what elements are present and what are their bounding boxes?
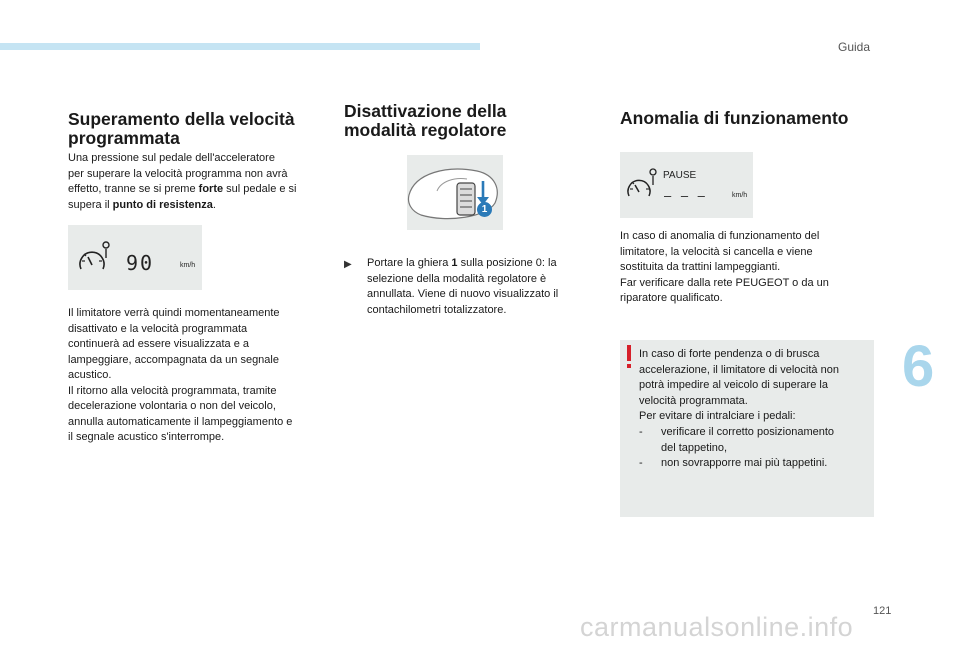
speed-unit: km/h xyxy=(732,192,748,199)
col3-body xyxy=(620,229,829,307)
col1-body-line: Il ritorno alla velocità programmata, tramite xyxy=(68,384,277,397)
col1-intro-line: per superare la velocità programma non avrà xyxy=(68,167,288,180)
warning-line: accelerazione, il limitatore di velocità non xyxy=(639,363,839,376)
col3-body-line: riparatore qualificato. xyxy=(620,292,723,304)
chapter-number: 6 xyxy=(902,334,935,399)
speed-limiter-icon xyxy=(620,152,753,218)
col3-body-line: In caso di anomalia di funzionamento del xyxy=(620,230,820,242)
pause-label: PAUSE xyxy=(663,170,697,181)
col1-body-line: il segnale acustico s'interrompe. xyxy=(68,431,225,443)
page-number: 121 xyxy=(873,605,892,617)
warning-text xyxy=(639,347,839,425)
list-line: verificare il corretto posizionamento xyxy=(661,426,835,438)
col2-instruction xyxy=(367,256,558,318)
col2-instruction-line: annullata. Viene di nuovo visualizzato il xyxy=(367,288,559,300)
col1-body-line: continuerà ad essere visualizzata e a xyxy=(68,338,249,350)
speed-unit: km/h xyxy=(180,262,196,269)
col1-title-line1: Superamento della velocità xyxy=(68,109,295,129)
callout-badge: 1 xyxy=(477,202,492,217)
watermark: carmanualsonline.info xyxy=(580,612,854,642)
col1-body-line: acustico. xyxy=(68,369,112,381)
warning-line: In caso di forte pendenza o di brusca xyxy=(639,348,820,360)
col1-intro-line: supera il punto di resistenza. xyxy=(68,198,216,211)
arrow-bullet-icon: ▶︎ xyxy=(344,259,352,270)
dashes: – – – xyxy=(664,188,708,203)
col1-body-line: disattivato e la velocità programmata xyxy=(68,322,248,335)
col1-body-line: lampeggiare, accompagnata da un segnale xyxy=(68,353,279,366)
list-line: del tappetino, xyxy=(661,441,728,454)
control-stalk-illustration xyxy=(407,155,503,230)
warning-exclamation-icon xyxy=(626,345,632,369)
warning-line: potrà impedire al veicolo di superare la xyxy=(639,379,828,391)
col2-title-line2: modalità regolatore xyxy=(344,120,507,140)
warning-line: velocità programmata. xyxy=(639,394,748,407)
col2-title-line1: Disattivazione della xyxy=(344,101,507,121)
col3-body-line: Far verificare dalla rete PEUGEOT o da un xyxy=(620,276,829,289)
list-dash: - xyxy=(639,457,643,469)
col1-body-line: annulla automaticamente il lampeggiamento e xyxy=(68,415,293,428)
list-dash: - xyxy=(639,426,643,438)
col2-title xyxy=(344,102,506,140)
warning-line: Per evitare di intralciare i pedali: xyxy=(639,410,796,422)
col2-instruction-line: Portare la ghiera 1 sulla posizione 0: la xyxy=(367,257,557,269)
col1-intro-line: effetto, tranne se si preme forte sul pedale e si xyxy=(68,183,297,195)
col1-title-line2: programmata xyxy=(68,128,180,148)
list-line: non sovrapporre mai più tappetini. xyxy=(661,457,828,469)
col3-title: Anomalia di funzionamento xyxy=(620,108,849,128)
col1-intro-line: Una pressione sul pedale dell'acceleratore xyxy=(68,152,275,164)
col3-body-line: limitatore, la velocità si cancella e viene xyxy=(620,245,813,258)
col2-instruction-line: contachilometri totalizzatore. xyxy=(367,303,507,316)
col3-body-line: sostituita da trattini lampeggianti. xyxy=(620,261,781,273)
section-label: Guida xyxy=(838,40,871,54)
col1-body-line: Il limitatore verrà quindi momentaneamente xyxy=(68,307,280,319)
col1-body-line: decelerazione volontaria o non del veicolo, xyxy=(68,400,276,412)
speed-display-panel xyxy=(68,225,202,290)
speed-value: 90 xyxy=(126,251,155,275)
stalk-illustration-panel xyxy=(407,155,503,230)
pause-display-panel xyxy=(620,152,753,218)
col1-intro xyxy=(68,151,297,213)
col1-title xyxy=(68,110,295,148)
section-color-bar xyxy=(0,43,480,50)
col1-body xyxy=(68,306,292,446)
col2-instruction-line: selezione della modalità regolatore è xyxy=(367,272,547,285)
